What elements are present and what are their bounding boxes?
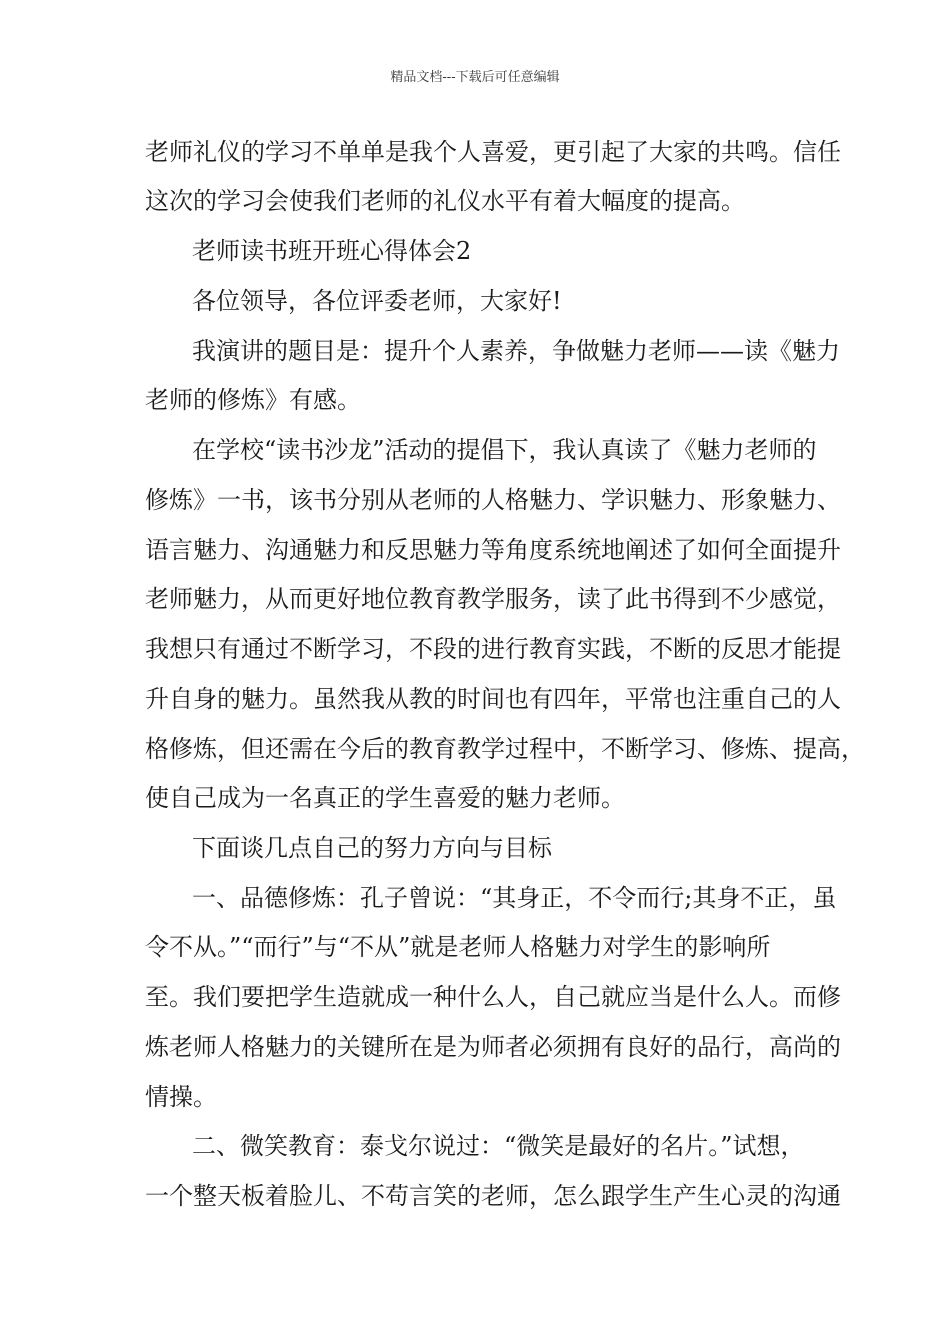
text-line: 修炼》一书，该书分别从老师的人格魅力、学识魅力、形象魅力、	[145, 486, 841, 514]
text-line: 一个整天板着脸儿、不苟言笑的老师，怎么跟学生产生心灵的沟通	[145, 1182, 841, 1210]
page-header: 精品文档---下载后可任意编辑	[390, 70, 560, 85]
text-line: 一、品德修炼：孔子曾说：“其身正，不令而行;其身不正，虽	[192, 884, 837, 912]
text-line: 老师的修炼》有感。	[145, 386, 361, 414]
text-line: 炼老师人格魅力的关键所在是为师者必须拥有良好的品行，高尚的	[145, 1033, 841, 1061]
text-line: 至。我们要把学生造就成一种什么人，自己就应当是什么人。而修	[145, 983, 841, 1011]
text-line: 二、微笑教育：泰戈尔说过：“微笑是最好的名片。”试想，	[192, 1132, 805, 1160]
text-line: 下面谈几点自己的努力方向与目标	[192, 834, 552, 862]
text-line: 我想只有通过不断学习，不段的进行教育实践，不断的反思才能提	[145, 635, 841, 663]
text-line: 语言魅力、沟通魅力和反思魅力等角度系统地阐述了如何全面提升	[145, 536, 841, 564]
text-line: 在学校“读书沙龙”活动的提倡下，我认真读了《魅力老师的	[192, 436, 817, 464]
section-title: 老师读书班开班心得体会2	[192, 237, 472, 265]
text-line: 这次的学习会使我们老师的礼仪水平有着大幅度的提高。	[145, 187, 745, 215]
text-line: 老师魅力，从而更好地位教育教学服务，读了此书得到不少感觉，	[145, 585, 841, 613]
text-line: 令不从。”“而行”与“不从”就是老师人格魅力对学生的影响所	[145, 933, 771, 961]
text-line: 情操。	[145, 1083, 217, 1111]
text-line: 升自身的魅力。虽然我从教的时间也有四年，平常也注重自己的人	[145, 685, 841, 713]
text-line: 各位领导，各位评委老师，大家好!	[192, 287, 562, 315]
text-line: 老师礼仪的学习不单单是我个人喜爱，更引起了大家的共鸣。信任	[145, 138, 841, 166]
text-line: 使自己成为一名真正的学生喜爱的魅力老师。	[145, 784, 625, 812]
text-line: 我演讲的题目是：提升个人素养，争做魅力老师——读《魅力	[192, 337, 840, 365]
text-line: 格修炼，但还需在今后的教育教学过程中，不断学习、修炼、提高，	[145, 735, 865, 763]
